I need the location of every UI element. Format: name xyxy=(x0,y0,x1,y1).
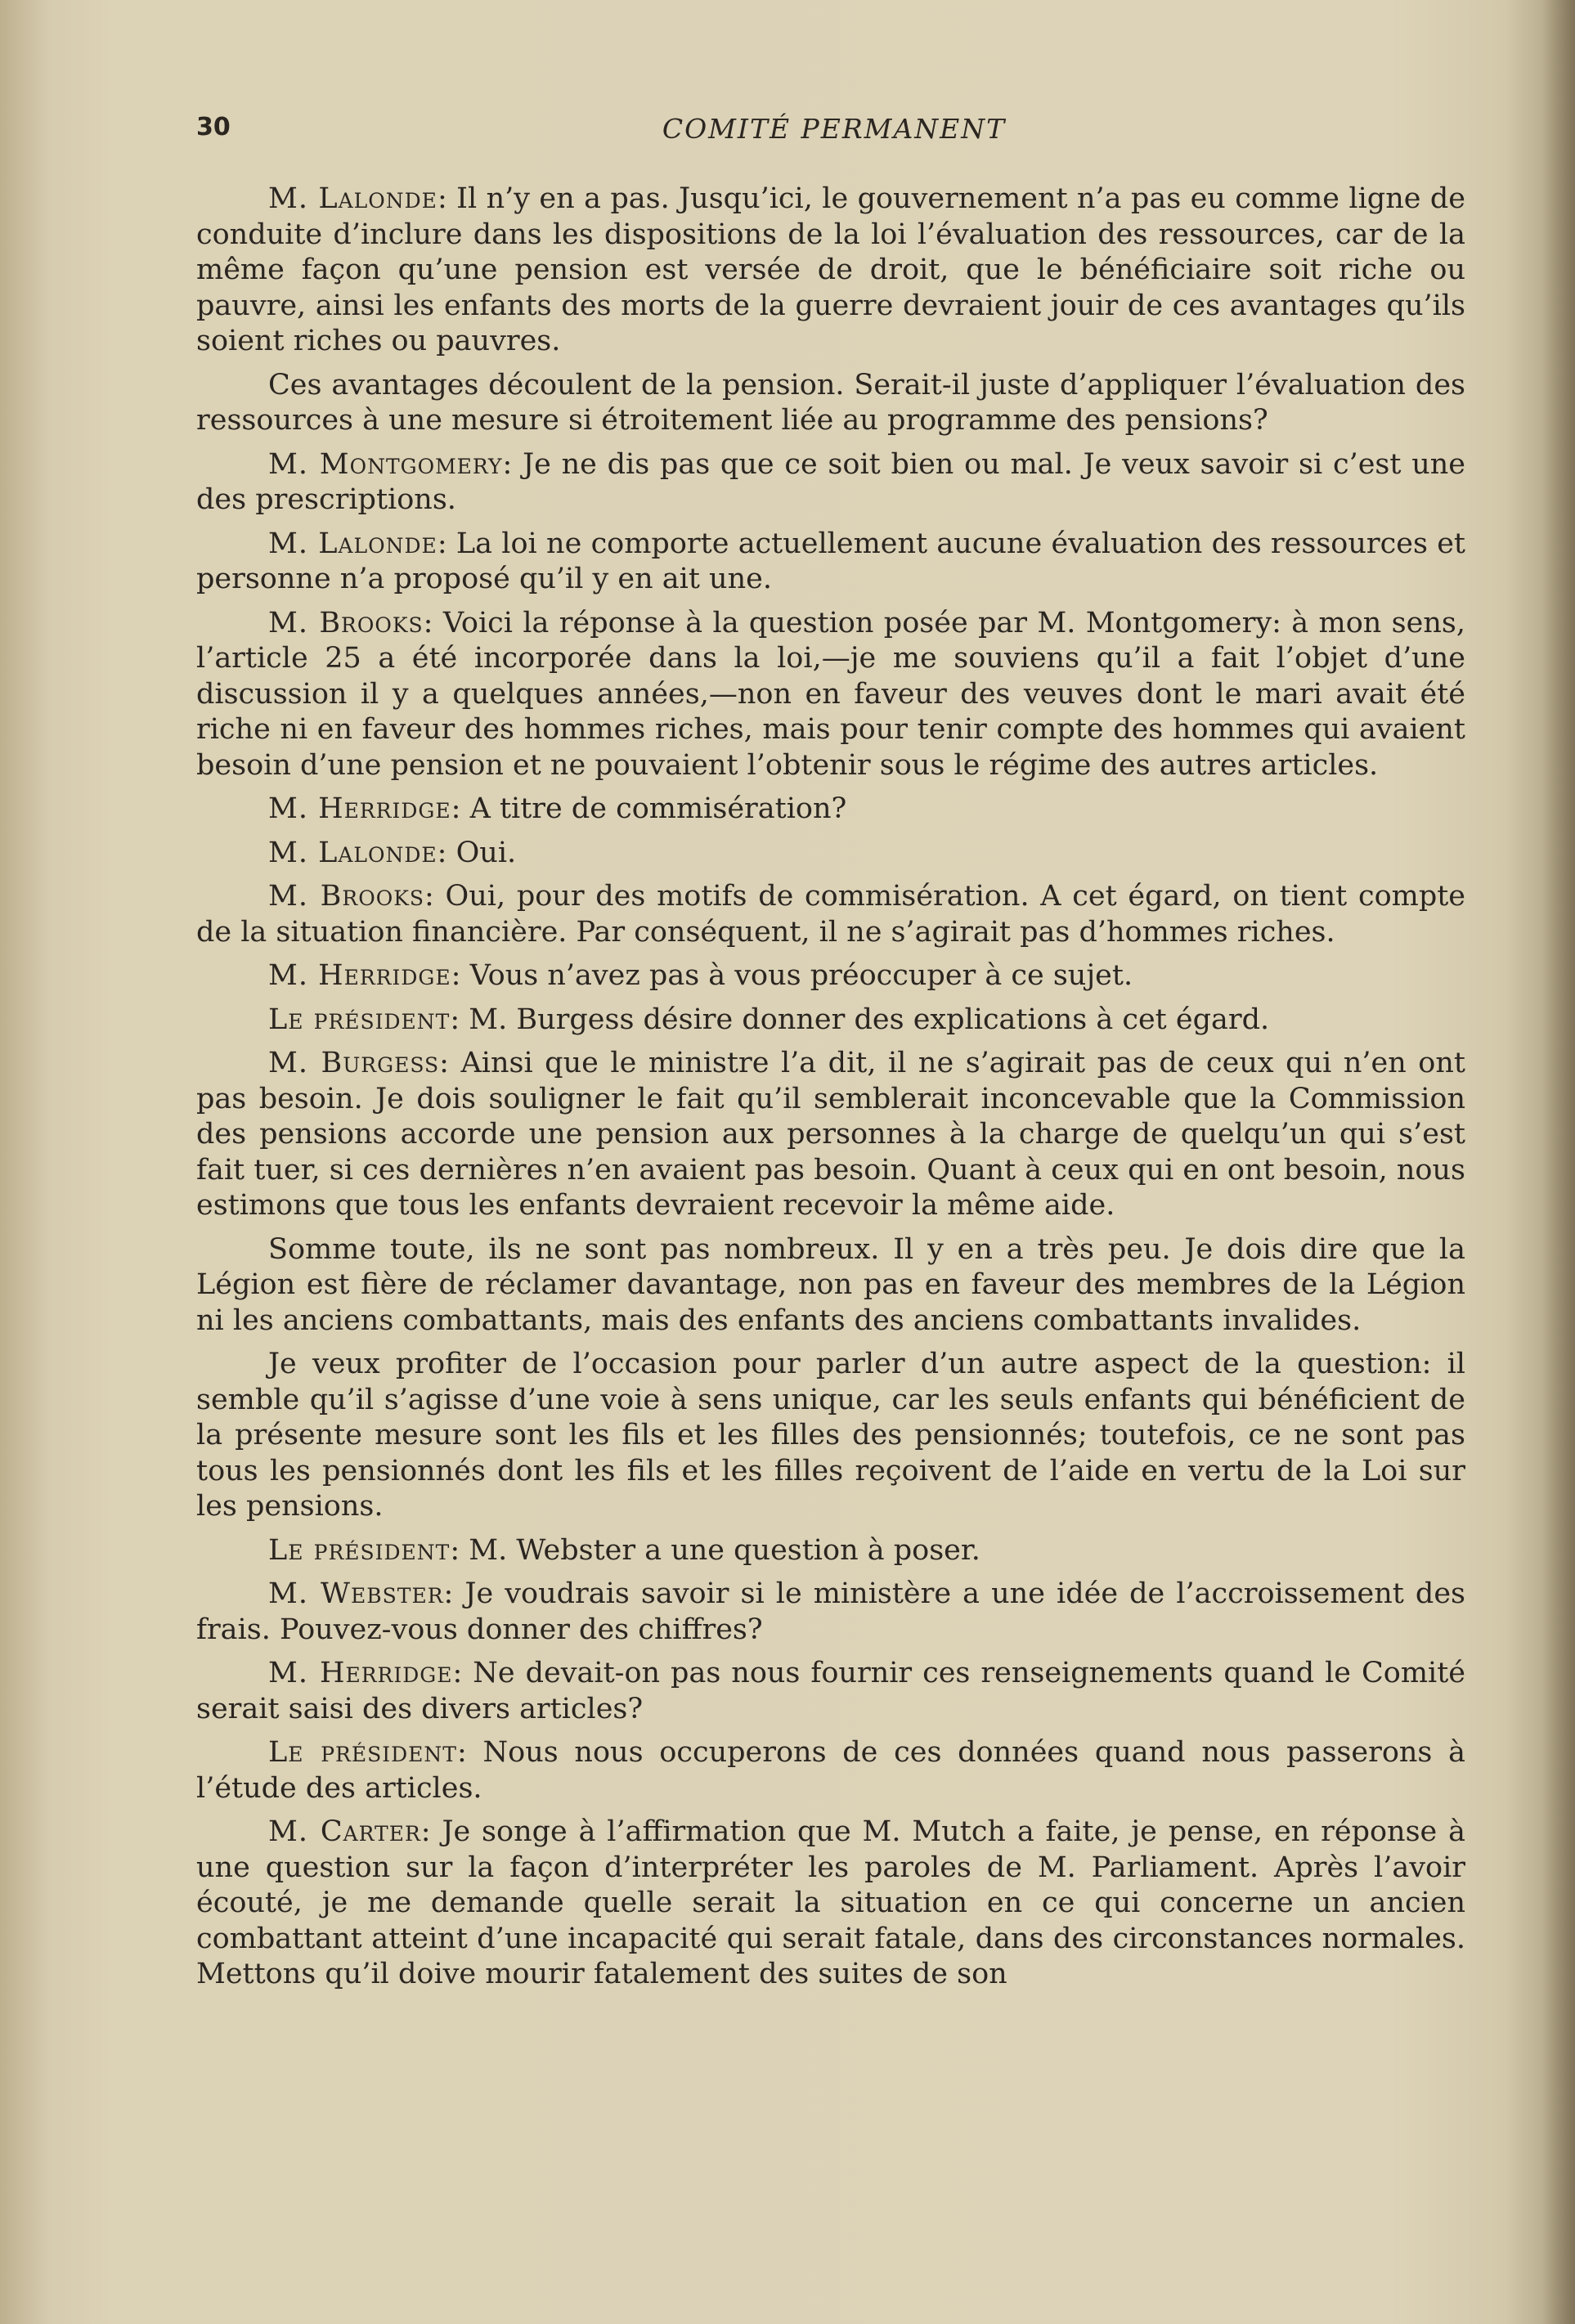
speaker-name: Le président xyxy=(268,1736,457,1769)
paragraph: M. Carter: Je songe à l’affirmation que M. Mutch a faite, je pense, en réponse à une question sur la façon d’interpréter les paroles de M. Parliament. Après l’avoir écouté, je me demande quelle serait la situation en ce qui concerne un ancien combattant atteint d’une incapacité qui serait fatale, dans des circonstances normales. Mettons qu’il doive mourir fatalement des suites de son xyxy=(196,1815,1465,1990)
speaker-name: M. Herridge xyxy=(268,1657,453,1689)
paragraph xyxy=(196,1347,1465,1525)
paragraph-text: Je ne dis pas que ce soit bien ou mal. Je veux savoir si c’est une des prescriptions. xyxy=(196,447,1466,516)
paragraph-text: Vous n’avez pas à vous préoccuper à ce sujet. xyxy=(469,959,1133,992)
paragraph-text: La loi ne comporte actuellement aucune évaluation des ressources et personne n’a proposé qu’il y en ait une. xyxy=(196,527,1465,595)
paragraph: Le président: M. Webster a une question à poser. xyxy=(268,1533,980,1567)
speaker-name: M. Montgomery xyxy=(268,447,503,481)
paragraph-text: Je songe à l’affirmation que M. Mutch a faite, je pense, en réponse à une question sur la façon d’interpréter les paroles de M. Parliament. Après l’avoir écouté, je me demande quelle serait la situation en ce qui concerne un ancien combattant atteint d’une incapacité qui serait fatale, dans des circonstances normales. Mettons qu’il doive mourir fatalement des suites de son xyxy=(196,1815,1465,1990)
speaker-name: M. Brooks xyxy=(268,606,424,639)
paragraph-text: Il n’y en a pas. Jusqu’ici, le gouvernement n’a pas eu comme ligne de conduite d’inclure dans les dispositions de la loi l’évaluation des ressources, car de la même façon qu’une pension est versée de droit, que le bénéficiaire soit riche ou pauvre, ainsi les enfants des morts de la guerre devraient jouir de ces avantages qu’ils soient riches ou pauvres. xyxy=(196,182,1465,357)
paragraph xyxy=(196,1232,1465,1339)
page-number: 30 xyxy=(196,113,231,141)
running-title: COMITÉ PERMANENT xyxy=(662,113,1007,145)
paragraph-text: Je veux profiter de l’occasion pour parler d’un autre aspect de la question: il semble qu’il s’agisse d’une voie à sens unique, car les seuls enfants qui bénéficient de la présente mesure sont les fils et les filles des pensionnés; toutefois, ce ne sont pas tous les pensionnés dont les fils et les filles reçoivent de l’aide en vertu de la Loi sur les pensions. xyxy=(196,1348,1465,1523)
paragraph: M. Burgess: Ainsi que le ministre l’a dit, il ne s’agirait pas de ceux qui n’en ont pas besoin. Je dois souligner le fait qu’il semblerait inconcevable que la Commission des pensions accorde une pension aux personnes à la charge de quelqu’un qui s’est fait tuer, si ces dernières n’en avaient pas besoin. Quant à ceux qui en ont besoin, nous estimons que tous les enfants devraient recevoir la même aide. xyxy=(196,1047,1465,1222)
speaker-name: M. Brooks xyxy=(268,880,425,913)
speaker-name: M. Herridge xyxy=(268,792,451,825)
speaker-name: M. Carter xyxy=(268,1815,421,1848)
paragraph: Le président: Nous nous occuperons de ces données quand nous passerons à l’étude des articles. xyxy=(196,1736,1465,1805)
paragraph: M. Lalonde: Il n’y en a pas. Jusqu’ici, le gouvernement n’a pas eu comme ligne de conduite d’inclure dans les dispositions de la loi l’évaluation des ressources, car de la même façon qu’une pension est versée de droit, que le bénéficiaire soit riche ou pauvre, ainsi les enfants des morts de la guerre devraient jouir de ces avantages qu’ils soient riches ou pauvres. xyxy=(196,182,1465,357)
paragraph: M. Webster: Je voudrais savoir si le ministère a une idée de l’accroissement des frais. Pouvez-vous donner des chiffres? xyxy=(196,1577,1466,1646)
paragraph xyxy=(196,368,1465,439)
paragraph-text: Je voudrais savoir si le ministère a une idée de l’accroissement des frais. Pouvez-vous donner des chiffres? xyxy=(196,1577,1466,1646)
paragraph-text: M. Burgess désire donner des explications à cet égard. xyxy=(469,1003,1270,1036)
speaker-name: M. Lalonde xyxy=(268,182,438,215)
paragraph: M. Herridge: Vous n’avez pas à vous préoccuper à ce sujet. xyxy=(268,959,1133,992)
paragraph-text: Voici la réponse à la question posée par M. Montgomery: à mon sens, l’article 25 a été incorporée dans la loi,—je me souviens qu’il a fait l’objet d’une discussion il y a quelques années,—non en faveur des veuves dont le mari avait été riche ni en faveur des hommes riches, mais pour tenir compte des hommes qui avaient besoin d’une pension et ne pouvaient l’obtenir sous le régime des autres articles. xyxy=(196,606,1465,782)
speaker-name: M. Lalonde xyxy=(268,527,438,560)
paragraph-text: Oui. xyxy=(455,836,517,869)
paragraph-text: Somme toute, ils ne sont pas nombreux. Il y en a très peu. Je dois dire que la Légion est fière de réclamer davantage, non pas en faveur des membres de la Légion ni les anciens combattants, mais des enfants des anciens combattants invalides. xyxy=(196,1232,1465,1337)
speaker-name: Le président xyxy=(268,1003,451,1036)
page-edge-shadow xyxy=(1542,0,1575,2324)
paragraph: M. Lalonde: La loi ne comporte actuellement aucune évaluation des ressources et personne n’a proposé qu’il y en ait une. xyxy=(196,527,1465,595)
paragraph: M. Herridge: Ne devait-on pas nous fournir ces renseignements quand le Comité serait saisi des divers articles? xyxy=(196,1657,1465,1725)
speaker-name: Le président xyxy=(268,1533,451,1567)
speaker-name: M. Webster xyxy=(268,1577,444,1610)
paragraph-text: Ainsi que le ministre l’a dit, il ne s’agirait pas de ceux qui n’en ont pas besoin. Je dois souligner le fait qu’il semblerait inconcevable que la Commission des pensions accorde une pension aux personnes à la charge de quelqu’un qui s’est fait tuer, si ces dernières n’en avaient pas besoin. Quant à ceux qui en ont besoin, nous estimons que tous les enfants devraient recevoir la même aide. xyxy=(196,1047,1465,1222)
paragraph-text: A titre de commisération? xyxy=(469,792,847,825)
paragraph: M. Brooks: Voici la réponse à la question posée par M. Montgomery: à mon sens, l’article 25 a été incorporée dans la loi,—je me souviens qu’il a fait l’objet d’une discussion il y a quelques années,—non en faveur des veuves dont le mari avait été riche ni en faveur des hommes riches, mais pour tenir compte des hommes qui avaient besoin d’une pension et ne pouvaient l’obtenir sous le régime des autres articles. xyxy=(196,606,1465,782)
speaker-name: M. Herridge xyxy=(268,959,451,992)
page-header xyxy=(196,113,1472,162)
paragraph: Le président: M. Burgess désire donner des explications à cet égard. xyxy=(268,1003,1270,1036)
paragraph-text: Oui, pour des motifs de commisération. A cet égard, on tient compte de la situation financière. Par conséquent, il ne s’agirait pas d’hommes riches. xyxy=(196,880,1466,949)
paragraph-text: Nous nous occuperons de ces données quand nous passerons à l’étude des articles. xyxy=(196,1736,1465,1805)
document-body xyxy=(196,182,1465,2001)
paragraph: M. Herridge: A titre de commisération? xyxy=(268,792,847,825)
paragraph-text: Ces avantages découlent de la pension. Serait-il juste d’appliquer l’évaluation des ressources à une mesure si étroitement liée au programme des pensions? xyxy=(196,368,1465,437)
speaker-name: M. Lalonde xyxy=(268,836,438,869)
paragraph-text: M. Webster a une question à poser. xyxy=(469,1533,980,1567)
paragraph-text: Ne devait-on pas nous fournir ces renseignements quand le Comité serait saisi des divers articles? xyxy=(196,1657,1465,1725)
speaker-name: M. Burgess xyxy=(268,1047,440,1079)
paragraph: M. Lalonde: Oui. xyxy=(268,836,517,869)
paragraph: M. Montgomery: Je ne dis pas que ce soit bien ou mal. Je veux savoir si c’est une des prescriptions. xyxy=(196,447,1466,516)
paragraph: M. Brooks: Oui, pour des motifs de commisération. A cet égard, on tient compte de la situation financière. Par conséquent, il ne s’agirait pas d’hommes riches. xyxy=(196,880,1466,949)
